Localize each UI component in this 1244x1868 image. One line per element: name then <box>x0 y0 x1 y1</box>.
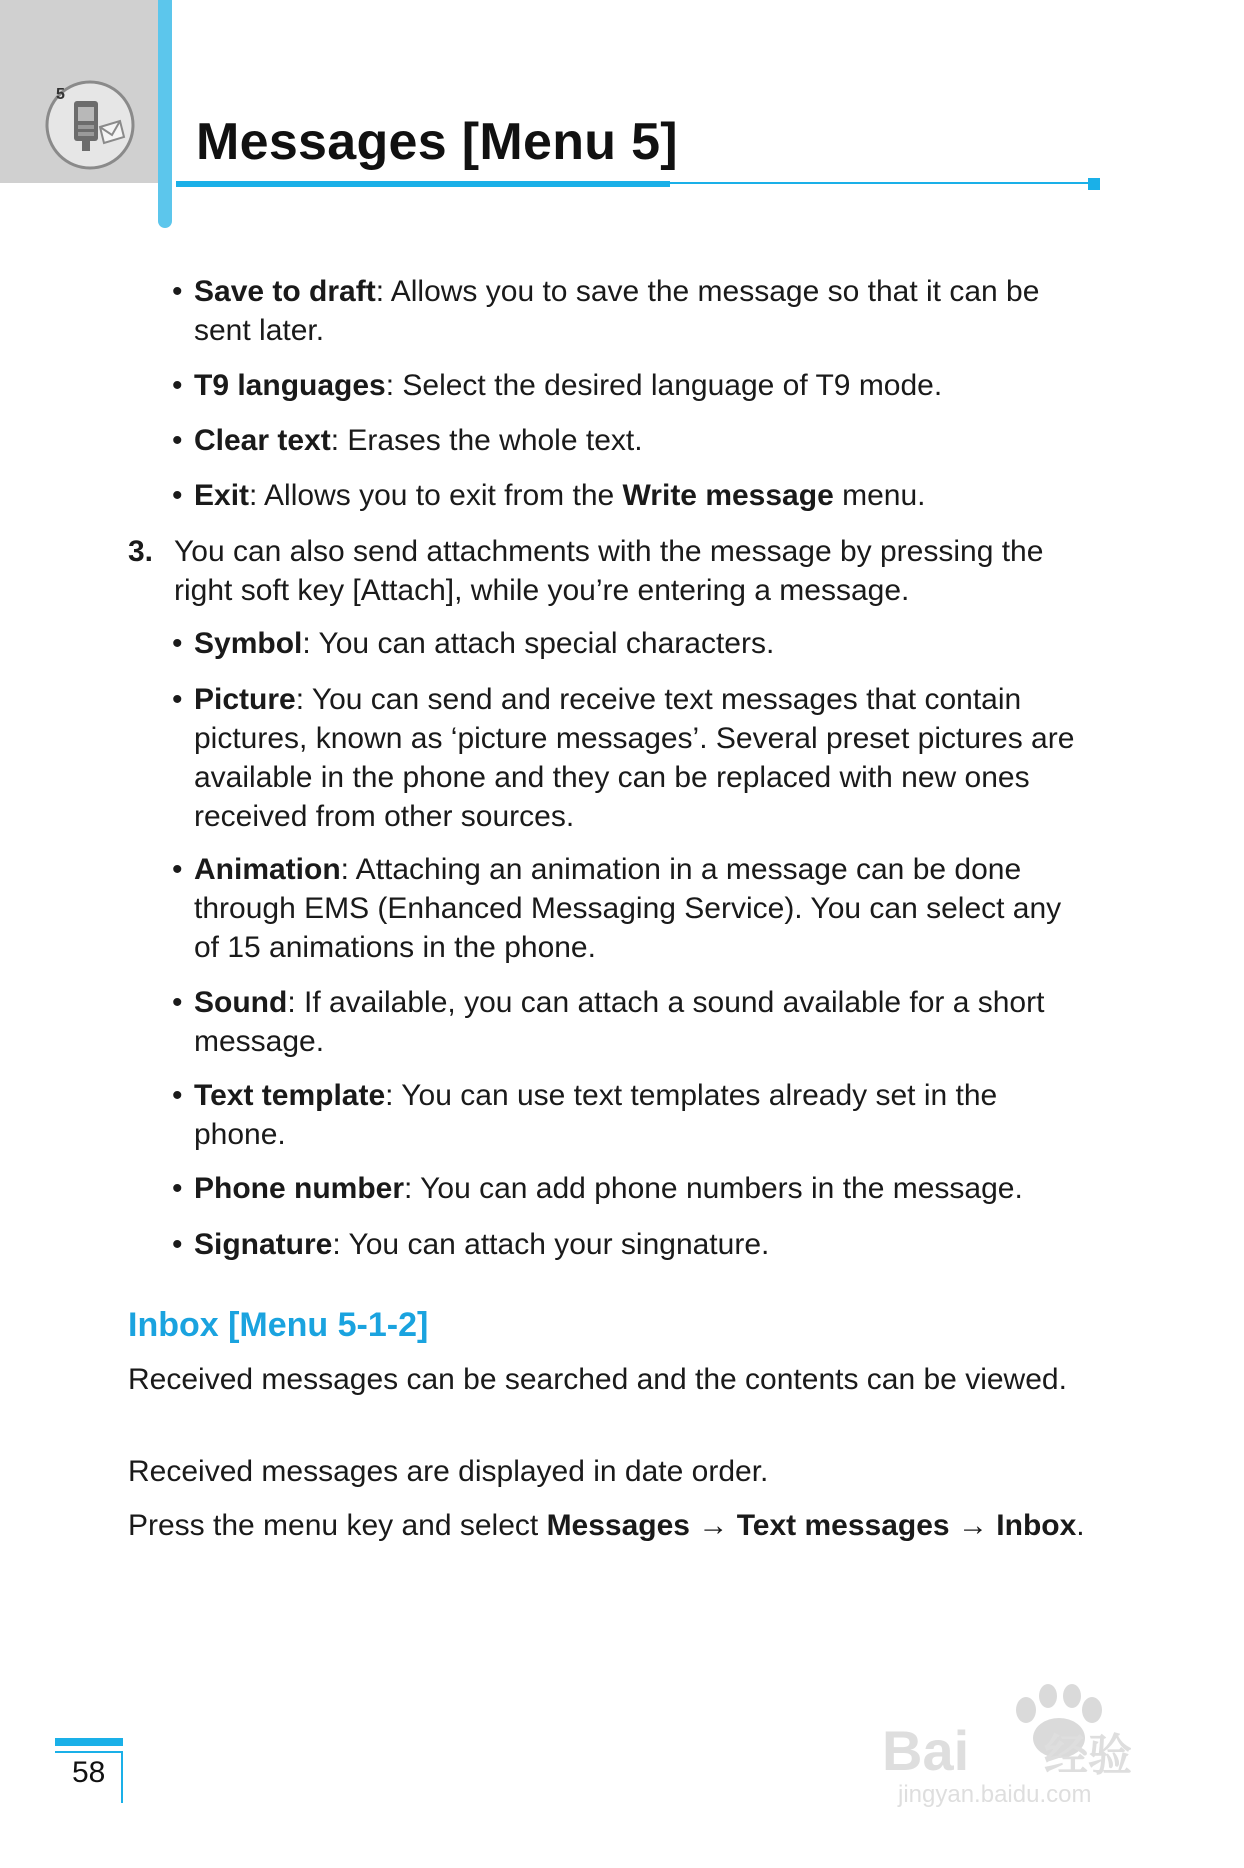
page-number: 58 <box>72 1756 106 1789</box>
bullet-dot: • <box>172 369 183 402</box>
page-number-side-rule <box>121 1751 123 1803</box>
svg-text:jingyan.baidu.com: jingyan.baidu.com <box>898 1781 1092 1808</box>
menu-path-text-messages: Text messages <box>736 1509 950 1542</box>
bullet-dot: • <box>172 275 183 308</box>
baidu-watermark-logo <box>876 1670 1176 1810</box>
sentence-end: . <box>1076 1509 1085 1542</box>
bullet-desc: : You can attach your singnature. <box>332 1228 770 1261</box>
bullet-dot: • <box>172 1172 183 1205</box>
inbox-paragraph-3 <box>128 1506 1088 1545</box>
svg-text:du: du <box>976 1728 1033 1780</box>
bullet-signature <box>172 1225 1092 1264</box>
bullet-term: Symbol <box>194 627 303 660</box>
svg-text:Bai: Bai <box>882 1719 970 1782</box>
bullet-desc: : You can send and receive text messages that contain pictures, known as ‘picture messages’. Several preset pictures are available in the phone and they can be replaced with new ones received from other sources. <box>194 683 1075 833</box>
bullet-picture <box>172 680 1092 836</box>
bullet-desc: : You can add phone numbers in the message. <box>404 1172 1023 1205</box>
bullet-term: Phone number <box>194 1172 405 1205</box>
title-underline-thick <box>176 181 670 187</box>
bullet-term: Save to draft <box>194 275 376 308</box>
bullet-term: Exit <box>194 479 250 512</box>
bullet-term: Animation <box>194 853 341 886</box>
bullet-dot: • <box>172 853 183 886</box>
inbox-paragraph-2: Received messages are displayed in date order. <box>128 1455 769 1488</box>
bullet-desc: : Erases the whole text. <box>330 424 643 457</box>
bullet-dot: • <box>172 424 183 457</box>
step-number: 3. <box>128 535 154 568</box>
bullet-desc: : Select the desired language of T9 mode. <box>385 369 943 402</box>
bullet-sound <box>172 983 1092 1061</box>
inbox-paragraph-1: Received messages can be searched and the contents can be viewed. <box>128 1363 1067 1396</box>
bullet-term: T9 languages <box>194 369 386 402</box>
bullet-clear-text <box>172 421 1092 460</box>
page-number-rule <box>55 1738 123 1746</box>
inbox-instruction: Press the menu key and select <box>128 1509 547 1542</box>
arrow-icon: → <box>957 1509 988 1542</box>
bullet-phone-number <box>172 1169 1092 1208</box>
bullet-dot: • <box>172 1228 183 1261</box>
badge-number: 5 <box>56 86 65 103</box>
bullet-desc: : Allows you to save the message so that it can be sent later. <box>194 275 1040 347</box>
page-title: Messages [Menu 5] <box>196 113 678 171</box>
bullet-dot: • <box>172 986 183 1019</box>
bullet-term: Sound <box>194 986 288 1019</box>
bullet-desc: : You can use text templates already set in the phone. <box>194 1079 998 1151</box>
bullet-dot: • <box>172 1079 183 1112</box>
bullet-t9-languages <box>172 366 1092 405</box>
bullet-text-template <box>172 1076 1092 1154</box>
bullet-term: Clear text <box>194 424 331 457</box>
step-text: You can also send attachments with the message by pressing the right soft key [Attach], while you’re entering a message. <box>174 535 1044 607</box>
inbox-heading: Inbox [Menu 5-1-2] <box>128 1306 429 1344</box>
title-underline-thin <box>670 182 1090 184</box>
bullet-desc: : If available, you can attach a sound available for a short message. <box>194 986 1045 1058</box>
bullet-exit <box>172 476 1092 515</box>
bullet-desc: menu. <box>833 479 926 512</box>
svg-text:经验: 经验 <box>1044 1730 1132 1781</box>
bullet-dot: • <box>172 627 183 660</box>
bullet-dot: • <box>172 479 183 512</box>
bullet-symbol <box>172 624 1092 663</box>
bullet-animation <box>172 850 1092 967</box>
arrow-icon: → <box>698 1509 729 1542</box>
bullet-save-to-draft <box>172 272 1092 350</box>
bullet-desc: : You can attach special characters. <box>302 627 775 660</box>
bullet-dot: • <box>172 683 183 716</box>
menu-path-messages: Messages <box>546 1509 690 1542</box>
bullet-desc: : Allows you to exit from the <box>249 479 623 512</box>
bullet-desc: : Attaching an animation in a message can be done through EMS (Enhanced Messaging Service). You can select any of 15 animations in the phone. <box>194 853 1062 964</box>
step-3 <box>128 532 1088 610</box>
bullet-term: Text template <box>194 1079 386 1112</box>
bullet-term: Signature <box>194 1228 333 1261</box>
header-accent-bar <box>158 0 172 228</box>
title-underline-end-square <box>1088 178 1100 190</box>
page-number-rule-thin <box>55 1751 123 1753</box>
bullet-term: Picture <box>194 683 296 716</box>
phone-menu-icon <box>44 79 136 171</box>
bullet-desc-bold: Write message <box>622 479 834 512</box>
menu-path-inbox: Inbox <box>996 1509 1077 1542</box>
